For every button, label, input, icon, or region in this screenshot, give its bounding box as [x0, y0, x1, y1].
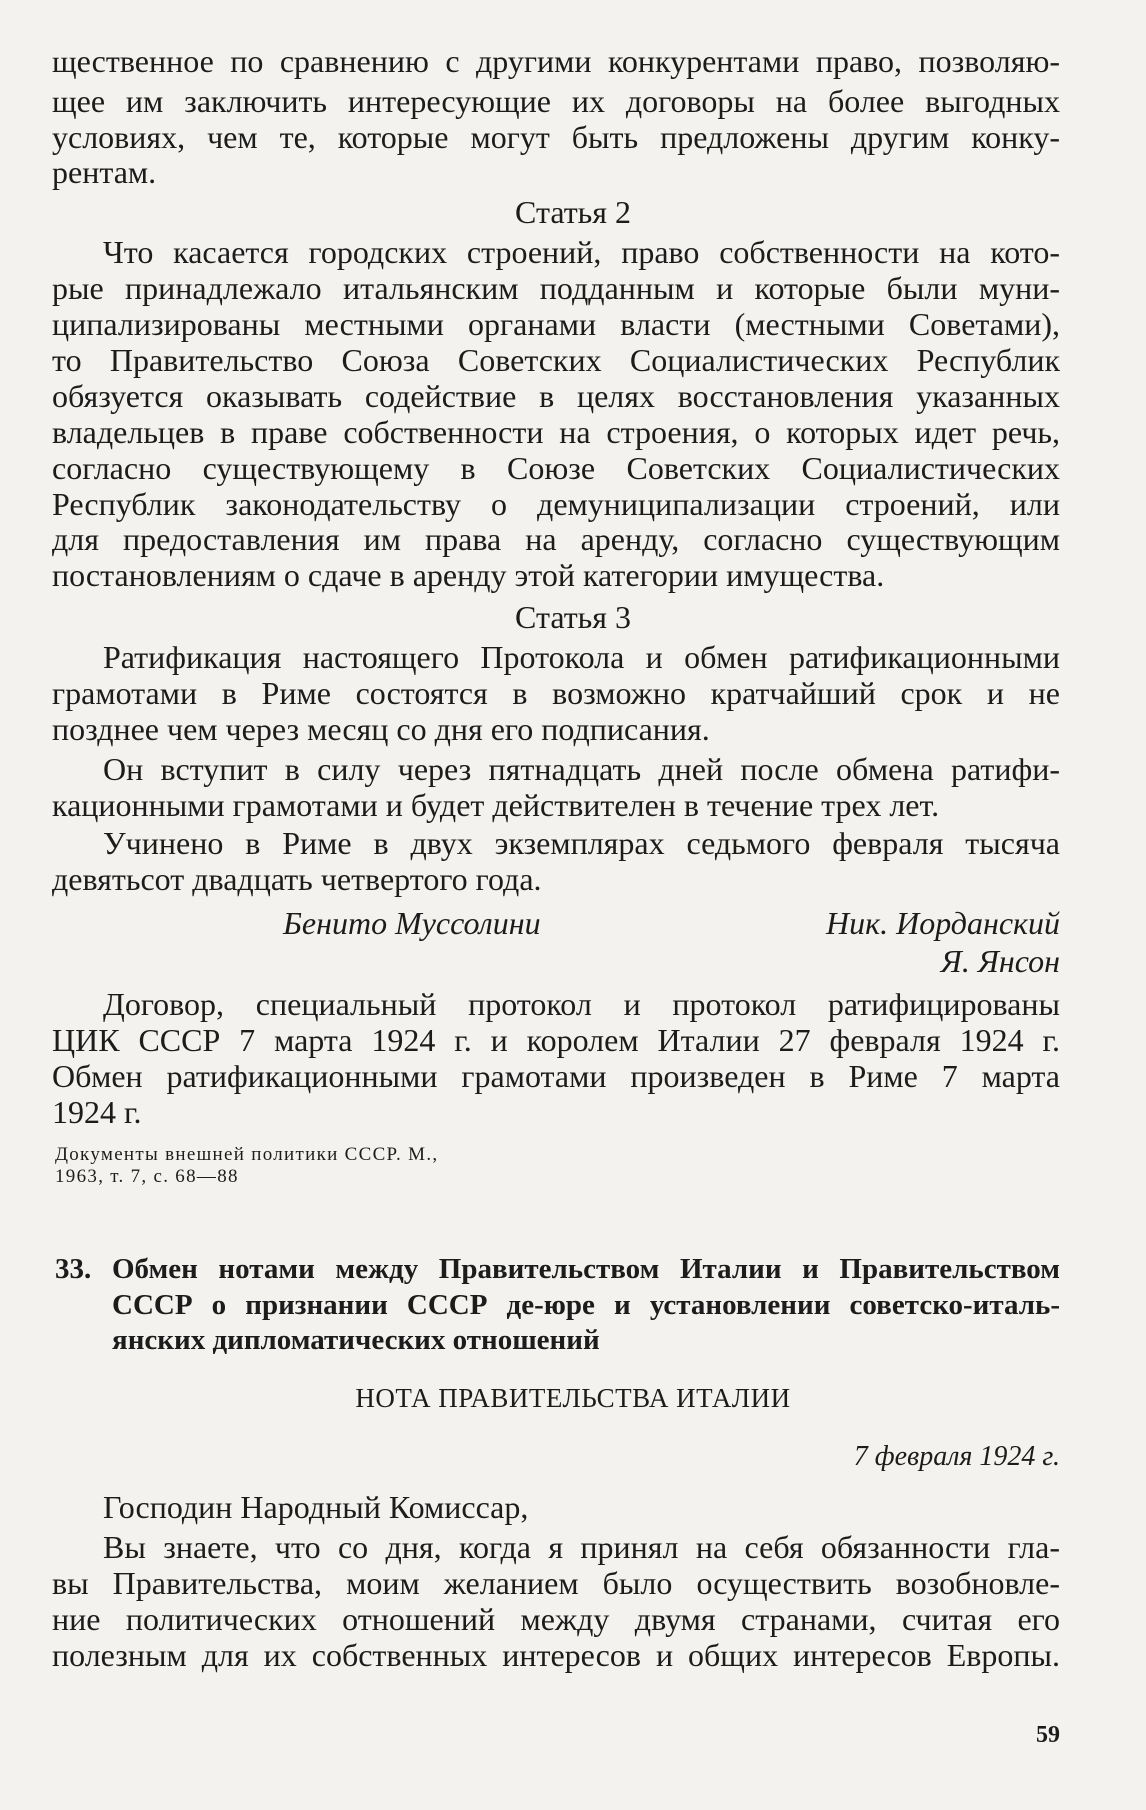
text-line: Обмен ратификационными грамотами произведен в Риме 7 марта [52, 1058, 1060, 1094]
text-line: щественное по сравнению с другими конкурентами право, позволяю- [52, 43, 1060, 79]
text-line: Республик законодательству о демуниципализации строений, или [52, 486, 1060, 522]
text-line: для предоставления им права на аренду, согласно существующим [52, 521, 1060, 557]
text-line: грамотами в Риме состоятся в возможно кратчайший срок и не [52, 675, 1060, 711]
text-line: щее им заключить интересующие их договоры на более выгодных [52, 83, 1060, 119]
section-title: Обмен нотами между Правительством Италии и Правительством [112, 1253, 1060, 1285]
text-line: кационными грамотами и будет действителен в течение трех лет. [52, 787, 940, 823]
section-number: 33. [55, 1253, 92, 1285]
text-line: рентам. [52, 154, 157, 190]
text-line: обязуется оказывать содействие в целях восстановления указанных [52, 378, 1060, 414]
signature-right: Ник. Иорданский [826, 905, 1060, 941]
note-heading: НОТА ПРАВИТЕЛЬСТВА ИТАЛИИ [355, 1383, 791, 1413]
text-line: Вы знаете, что со дня, когда я принял на себя обязанности гла- [103, 1529, 1060, 1565]
text-line: владельцев в праве собственности на строения, о которых идет речь, [52, 414, 1060, 450]
source-reference: Документы внешней политики СССР. М., [55, 1144, 439, 1165]
text-line: Что касается городских строений, право собственности на кото- [103, 234, 1060, 270]
section-title: янских дипломатических отношений [112, 1324, 600, 1356]
salutation: Господин Народный Комиссар, [103, 1489, 529, 1525]
section-title: СССР о признании СССР де-юре и установлении советско-италь- [112, 1289, 1060, 1321]
text-line: 1924 г. [52, 1094, 142, 1130]
text-line: то Правительство Союза Советских Социалистических Республик [52, 342, 1060, 378]
text-line: позднее чем через месяц со дня его подписания. [52, 711, 710, 747]
article-heading: Статья 2 [515, 194, 631, 230]
text-line: Учинено в Риме в двух экземплярах седьмого февраля тысяча [103, 825, 1060, 861]
signature-left: Бенито Муссолини [283, 905, 541, 941]
text-line: Ратификация настоящего Протокола и обмен ратификационными [103, 639, 1060, 675]
text-line: Он вступит в силу через пятнадцать дней после обмена ратифи- [103, 751, 1060, 787]
text-line: девятьсот двадцать четвертого года. [52, 861, 542, 897]
text-line: согласно существующему в Союзе Советских Социалистических [52, 450, 1060, 486]
article-heading: Статья 3 [515, 599, 631, 635]
text-line: ЦИК СССР 7 марта 1924 г. и королем Италии 27 февраля 1924 г. [52, 1022, 1060, 1058]
source-reference: 1963, т. 7, с. 68—88 [55, 1166, 239, 1187]
text-line: ципализированы местными органами власти (местными Советами), [52, 306, 1060, 342]
text-line: Договор, специальный протокол и протокол ратифицированы [103, 986, 1060, 1022]
text-line: вы Правительства, моим желанием было осуществить возобновле- [52, 1565, 1060, 1601]
text-line: полезным для их собственных интересов и общих интересов Европы. [52, 1637, 1060, 1673]
note-date: 7 февраля 1924 г. [853, 1441, 1060, 1472]
text-line: ние политических отношений между двумя странами, считая его [52, 1601, 1060, 1637]
text-line: условиях, чем те, которые могут быть предложены другим конку- [52, 119, 1060, 155]
signature-right: Я. Янсон [940, 943, 1060, 979]
text-line: рые принадлежало итальянским подданным и которые были муни- [52, 270, 1060, 306]
page-number: 59 [1036, 1722, 1060, 1748]
text-line: постановлениям о сдаче в аренду этой категории имущества. [52, 557, 885, 593]
